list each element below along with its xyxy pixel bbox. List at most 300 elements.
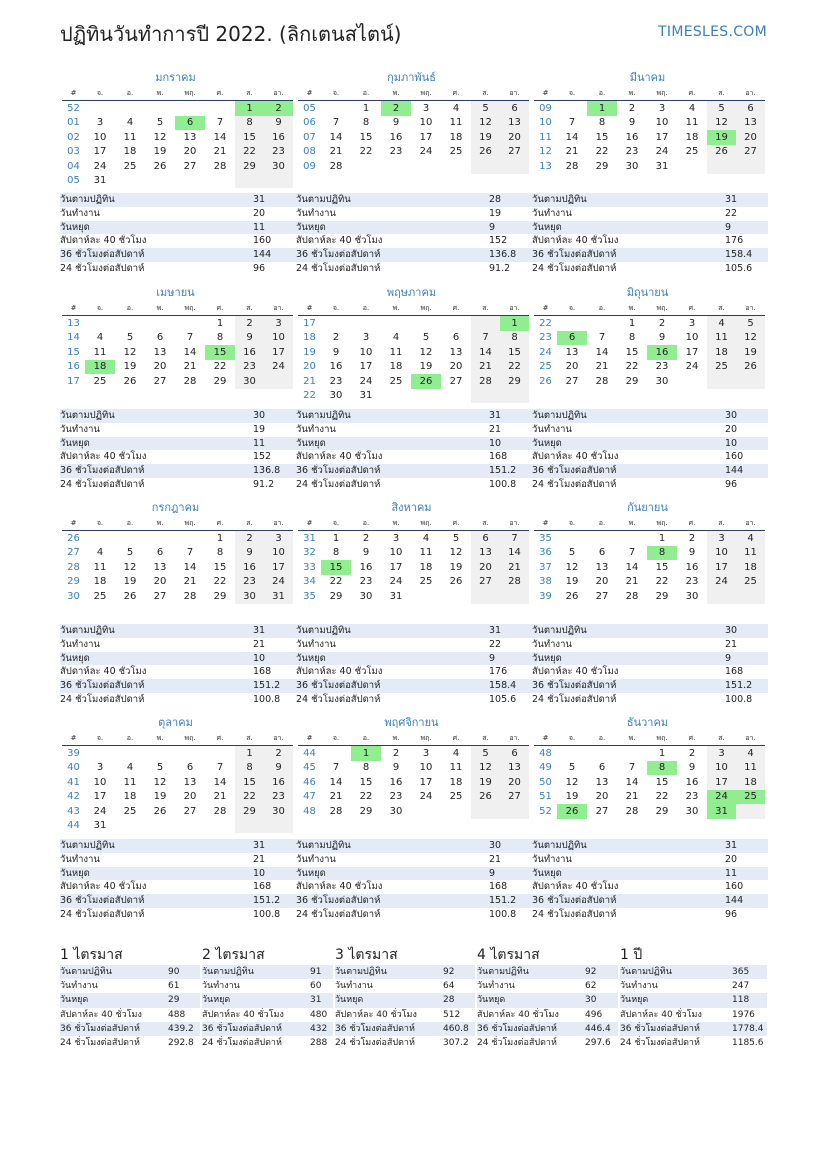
stat-value: 28 (443, 995, 455, 1006)
empty-cell (557, 746, 587, 761)
week-row (534, 316, 765, 331)
weekday-header: # (534, 301, 557, 316)
stat-label: วันทำงาน (296, 423, 336, 435)
day-cell: 31 (264, 589, 293, 604)
empty-cell (205, 746, 235, 761)
stat-row (335, 993, 475, 1007)
empty-cell (175, 819, 205, 834)
day-cell: 14 (625, 561, 639, 573)
stat-label: วันทำงาน (477, 981, 515, 992)
day-cell: 9 (264, 761, 293, 776)
day-cell: 3 (264, 531, 293, 546)
stat-row (60, 193, 296, 207)
stat-label: สัปดาห์ละ 40 ชั่วโมง (60, 1009, 142, 1020)
stat-row (620, 1022, 767, 1036)
stat-value: 62 (585, 981, 597, 992)
day-cell: 7 (500, 531, 529, 546)
empty-cell (411, 589, 441, 604)
stat-value: 118 (732, 995, 750, 1006)
week-number: 15 (67, 346, 80, 358)
stat-row (60, 262, 296, 276)
day-cell: 17 (389, 561, 403, 573)
day-cell: 13 (500, 761, 529, 776)
month-stats (296, 624, 532, 707)
day-cell: 29 (655, 590, 669, 602)
week-row (298, 575, 529, 590)
weekday-header: จ. (557, 301, 587, 316)
day-cell: 6 (736, 101, 765, 116)
day-cell: 21 (213, 146, 227, 158)
day-cell: 12 (153, 776, 167, 788)
stat-value: 11 (253, 437, 266, 449)
week-number: 51 (539, 791, 552, 803)
stat-label: สัปดาห์ละ 40 ชั่วโมง (532, 451, 619, 463)
stat-row (335, 1036, 475, 1050)
day-cell: 28 (565, 160, 579, 172)
day-cell: 11 (736, 546, 765, 561)
day-cell: 24 (93, 160, 107, 172)
stat-row (60, 652, 296, 666)
stat-label: 24 ชั่วโมงต่อสัปดาห์ (296, 478, 381, 490)
day-cell: 23 (359, 576, 373, 588)
month-stats (60, 624, 296, 707)
day-cell: 14 (471, 345, 500, 360)
day-cell: 14 (329, 131, 343, 143)
weekday-header: อ. (351, 301, 381, 316)
stat-row (477, 1022, 618, 1036)
day-cell: 12 (736, 331, 765, 346)
week-row (298, 374, 529, 389)
stat-value: 247 (732, 981, 750, 992)
weekday-header: อา. (736, 301, 765, 316)
day-cell: 11 (449, 762, 463, 774)
day-cell: 1 (362, 102, 370, 114)
stat-row (620, 965, 767, 979)
day-cell: 15 (595, 131, 609, 143)
day-cell: 5 (568, 547, 576, 559)
weekday-header: อ. (351, 86, 381, 101)
stat-value: 31 (253, 194, 266, 205)
stat-row (202, 1022, 333, 1036)
day-cell: 10 (685, 332, 699, 344)
day-cell: 25 (123, 160, 137, 172)
day-cell: 24 (685, 361, 699, 373)
stat-row (532, 409, 768, 423)
day-cell: 15 (213, 561, 227, 573)
day-cell: 14 (565, 131, 579, 143)
weekday-header: อ. (115, 86, 145, 101)
weekday-header: อา. (736, 731, 765, 746)
stat-row (532, 193, 768, 207)
stat-label: วันหยุด (296, 221, 326, 233)
day-cell: 9 (362, 547, 370, 559)
empty-cell (736, 159, 765, 174)
day-cell: 11 (685, 117, 699, 129)
month-calendar (298, 715, 525, 819)
day-cell: 11 (93, 561, 107, 573)
stat-value: 60 (310, 981, 322, 992)
day-cell: 7 (332, 117, 340, 129)
day-cell: 6 (500, 746, 529, 761)
stat-value: 31 (489, 625, 502, 636)
month-calendar (62, 70, 289, 188)
stat-label: 24 ชั่วโมงต่อสัปดาห์ (477, 1037, 557, 1048)
weekday-header: พฤ. (411, 301, 441, 316)
month-calendar (62, 500, 289, 604)
day-cell: 24 (93, 805, 107, 817)
weekday-header: จ. (321, 516, 351, 531)
week-number: 06 (303, 117, 316, 129)
day-cell: 25 (736, 790, 765, 805)
day-cell: 14 (183, 561, 197, 573)
stat-row (60, 1022, 200, 1036)
day-cell: 30 (389, 805, 403, 817)
day-cell: 1 (658, 532, 666, 544)
weekday-header: อา. (264, 86, 293, 101)
week-number: 44 (303, 747, 316, 759)
day-cell: 17 (655, 131, 669, 143)
stat-value: 10 (253, 867, 266, 879)
empty-cell (321, 101, 351, 116)
day-cell: 16 (329, 361, 343, 373)
month-calendar (62, 715, 289, 833)
stat-label: วันตามปฏิทิน (532, 840, 587, 851)
weekday-header: พฤ. (175, 516, 205, 531)
day-cell: 5 (156, 117, 164, 129)
day-cell: 7 (471, 331, 500, 346)
empty-cell (381, 389, 411, 404)
day-cell: 9 (688, 547, 696, 559)
stat-row (620, 993, 767, 1007)
week-number: 18 (303, 332, 316, 344)
day-cell: 23 (264, 790, 293, 805)
empty-cell (115, 174, 145, 189)
month-grid (62, 86, 293, 188)
week-number: 05 (67, 175, 80, 187)
stat-value: 61 (168, 981, 180, 992)
empty-cell (145, 819, 175, 834)
day-cell: 24 (707, 790, 736, 805)
day-cell: 29 (595, 160, 609, 172)
stat-row (620, 1036, 767, 1050)
week-number: 35 (539, 532, 552, 544)
week-row (298, 316, 529, 331)
week-row (298, 130, 529, 145)
stat-value: 92 (443, 967, 455, 977)
week-row (534, 560, 765, 575)
day-cell: 15 (321, 560, 351, 575)
day-cell: 26 (411, 374, 441, 389)
brand-logo[interactable]: TIMESLES.COM (658, 24, 767, 40)
quarter-block (335, 945, 475, 1050)
weekday-header: ส. (235, 301, 264, 316)
week-row (298, 589, 529, 604)
day-cell: 8 (647, 546, 677, 561)
day-cell: 5 (736, 316, 765, 331)
day-cell: 7 (598, 332, 606, 344)
weekday-header: ศ. (677, 516, 707, 531)
empty-cell (471, 389, 500, 404)
stat-value: 30 (253, 410, 266, 421)
week-number: 08 (303, 146, 316, 158)
month-name: สิงหาคม (391, 501, 432, 514)
week-number: 09 (303, 160, 316, 172)
stat-label: วันทำงาน (532, 207, 572, 219)
stat-value: 9 (489, 221, 496, 233)
day-cell: 30 (655, 375, 669, 387)
day-cell: 19 (153, 146, 167, 158)
month-calendar (62, 285, 289, 389)
stat-value: 21 (253, 638, 266, 650)
day-cell: 2 (628, 102, 636, 114)
day-cell: 11 (123, 776, 137, 788)
day-cell: 17 (419, 131, 433, 143)
day-cell: 13 (183, 131, 197, 143)
stat-value: 31 (310, 995, 322, 1006)
day-cell: 4 (126, 117, 134, 129)
day-cell: 6 (598, 762, 606, 774)
day-cell: 2 (688, 747, 696, 759)
stat-label: สัปดาห์ละ 40 ชั่วโมง (296, 451, 383, 463)
stat-value: 160 (725, 451, 744, 463)
day-cell: 18 (707, 345, 736, 360)
stat-row (477, 979, 618, 993)
day-cell: 4 (452, 102, 460, 114)
empty-cell (707, 374, 736, 389)
stat-row (532, 624, 768, 638)
stat-value: 28 (489, 194, 502, 205)
day-cell: 14 (329, 776, 343, 788)
day-cell: 15 (500, 345, 529, 360)
weekday-header: จ. (321, 731, 351, 746)
stat-value: 91 (310, 967, 322, 977)
empty-cell (411, 316, 441, 331)
week-number: 13 (67, 317, 80, 329)
stat-label: วันหยุด (202, 995, 231, 1006)
week-number: 05 (303, 102, 316, 114)
quarter-title: 4 ไตรมาส (477, 947, 540, 963)
empty-cell (500, 589, 529, 604)
day-cell: 30 (685, 590, 699, 602)
empty-cell (175, 531, 205, 546)
stat-row (296, 437, 532, 451)
day-cell: 4 (688, 102, 696, 114)
stat-row (296, 839, 532, 853)
day-cell: 28 (500, 575, 529, 590)
day-cell: 3 (422, 747, 430, 759)
day-cell: 6 (471, 531, 500, 546)
day-cell: 23 (264, 145, 293, 160)
day-cell: 27 (153, 375, 167, 387)
weekday-header: อา. (736, 86, 765, 101)
week-row (62, 116, 293, 131)
stat-label: 36 ชั่วโมงต่อสัปดาห์ (296, 465, 381, 477)
stat-label: 24 ชั่วโมงต่อสัปดาห์ (296, 693, 381, 705)
day-cell: 18 (123, 146, 137, 158)
stat-row (60, 839, 296, 853)
day-cell: 10 (419, 762, 433, 774)
weekday-header: อา. (500, 516, 529, 531)
week-row (298, 775, 529, 790)
month-grid (62, 301, 293, 389)
stat-row (296, 423, 532, 437)
stat-label: 36 ชั่วโมงต่อสัปดาห์ (60, 249, 145, 261)
day-cell: 19 (153, 791, 167, 803)
day-cell: 3 (362, 332, 370, 344)
empty-cell (115, 101, 145, 116)
day-cell: 17 (707, 775, 736, 790)
day-cell: 30 (625, 160, 639, 172)
stat-row (532, 248, 768, 262)
stat-label: 36 ชั่วโมงต่อสัปดาห์ (532, 465, 617, 477)
empty-cell (85, 531, 115, 546)
stat-label: วันตามปฏิทิน (532, 410, 587, 421)
week-row (534, 374, 765, 389)
day-cell: 18 (449, 131, 463, 143)
stat-label: วันหยุด (620, 995, 649, 1006)
day-cell: 10 (419, 117, 433, 129)
stat-row (532, 221, 768, 235)
stat-value: 11 (253, 221, 266, 233)
empty-cell (557, 101, 587, 116)
empty-cell (617, 746, 647, 761)
week-row (534, 746, 765, 761)
day-cell: 3 (96, 117, 104, 129)
week-number: 22 (539, 317, 552, 329)
day-cell: 8 (628, 332, 636, 344)
week-row (62, 331, 293, 346)
day-cell: 9 (392, 117, 400, 129)
empty-cell (264, 819, 293, 834)
stat-label: สัปดาห์ละ 40 ชั่วโมง (477, 1009, 559, 1020)
weekday-header: พ. (617, 301, 647, 316)
day-cell: 3 (707, 746, 736, 761)
stat-value: 105.6 (489, 693, 517, 705)
empty-cell (500, 804, 529, 819)
day-cell: 22 (359, 791, 373, 803)
stat-row (202, 965, 333, 979)
stat-label: สัปดาห์ละ 40 ชั่วโมง (60, 666, 147, 678)
day-cell: 16 (264, 130, 293, 145)
stat-label: สัปดาห์ละ 40 ชั่วโมง (532, 235, 619, 247)
day-cell: 20 (500, 775, 529, 790)
day-cell: 4 (96, 332, 104, 344)
day-cell: 14 (625, 776, 639, 788)
month-stats (296, 409, 532, 492)
stat-row (532, 693, 768, 707)
stat-row (532, 839, 768, 853)
day-cell: 1 (235, 101, 264, 116)
day-cell: 29 (655, 805, 669, 817)
week-number: 44 (67, 820, 80, 832)
stat-value: 158.4 (489, 680, 517, 692)
weekday-header: ศ. (205, 516, 235, 531)
weekday-header: ส. (471, 301, 500, 316)
day-cell: 10 (707, 761, 736, 776)
day-cell: 4 (707, 316, 736, 331)
week-row (534, 331, 765, 346)
day-cell: 2 (658, 317, 666, 329)
stat-row (532, 450, 768, 464)
stat-row (296, 880, 532, 894)
stat-label: 36 ชั่วโมงต่อสัปดาห์ (60, 895, 145, 907)
day-cell: 3 (707, 531, 736, 546)
weekday-header: อา. (736, 516, 765, 531)
month-stats (296, 839, 532, 922)
week-number: 01 (67, 117, 80, 129)
month-name: กุมภาพันธ์ (387, 71, 436, 84)
weekday-header: พ. (381, 301, 411, 316)
week-row (298, 790, 529, 805)
stat-label: วันตามปฏิทิน (60, 625, 115, 636)
empty-cell (500, 389, 529, 404)
day-cell: 15 (235, 775, 264, 790)
empty-cell (411, 159, 441, 174)
weekday-header: จ. (321, 86, 351, 101)
week-row (298, 101, 529, 116)
month-stats (532, 193, 768, 276)
day-cell: 11 (707, 331, 736, 346)
month-stats (532, 839, 768, 922)
weekday-header: ศ. (205, 301, 235, 316)
empty-cell (677, 159, 707, 174)
weekday-header: พ. (617, 86, 647, 101)
stat-value: 292.8 (168, 1037, 194, 1048)
day-cell: 7 (568, 117, 576, 129)
week-number: 07 (303, 131, 316, 143)
stat-label: 24 ชั่วโมงต่อสัปดาห์ (296, 908, 381, 920)
week-row (62, 761, 293, 776)
month-name: มิถุนายน (626, 286, 669, 299)
day-cell: 6 (452, 332, 460, 344)
empty-cell (85, 101, 115, 116)
stat-label: วันหยุด (296, 652, 326, 664)
weekday-header: พฤ. (175, 86, 205, 101)
stat-value: 136.8 (253, 465, 281, 477)
stat-row (60, 965, 200, 979)
day-cell: 6 (175, 116, 205, 131)
day-cell: 21 (625, 576, 639, 588)
weekday-header: อา. (500, 86, 529, 101)
empty-cell (441, 589, 471, 604)
stat-label: 24 ชั่วโมงต่อสัปดาห์ (60, 478, 145, 490)
stat-label: 36 ชั่วโมงต่อสัปดาห์ (477, 1023, 557, 1034)
month-calendar (298, 70, 525, 174)
weekday-header: พฤ. (647, 516, 677, 531)
stat-label: วันตามปฏิทิน (532, 194, 587, 205)
day-cell: 19 (736, 345, 765, 360)
stat-value: 31 (253, 840, 266, 851)
stat-label: 36 ชั่วโมงต่อสัปดาห์ (335, 1023, 415, 1034)
stat-value: 176 (489, 666, 508, 678)
day-cell: 25 (419, 576, 433, 588)
weekday-header: ส. (707, 86, 736, 101)
weekday-header: ศ. (441, 731, 471, 746)
stat-value: 460.8 (443, 1023, 469, 1034)
day-cell: 15 (655, 561, 669, 573)
day-cell: 8 (500, 331, 529, 346)
month-name: ธันวาคม (626, 716, 669, 729)
quarter-title: 2 ไตรมาส (202, 947, 265, 963)
day-cell: 28 (213, 805, 227, 817)
day-cell: 26 (153, 805, 167, 817)
day-cell: 10 (264, 331, 293, 346)
week-number: 35 (303, 590, 316, 602)
day-cell: 21 (183, 361, 197, 373)
day-cell: 3 (658, 102, 666, 114)
stat-row (202, 1008, 333, 1022)
stat-label: สัปดาห์ละ 40 ชั่วโมง (296, 666, 383, 678)
